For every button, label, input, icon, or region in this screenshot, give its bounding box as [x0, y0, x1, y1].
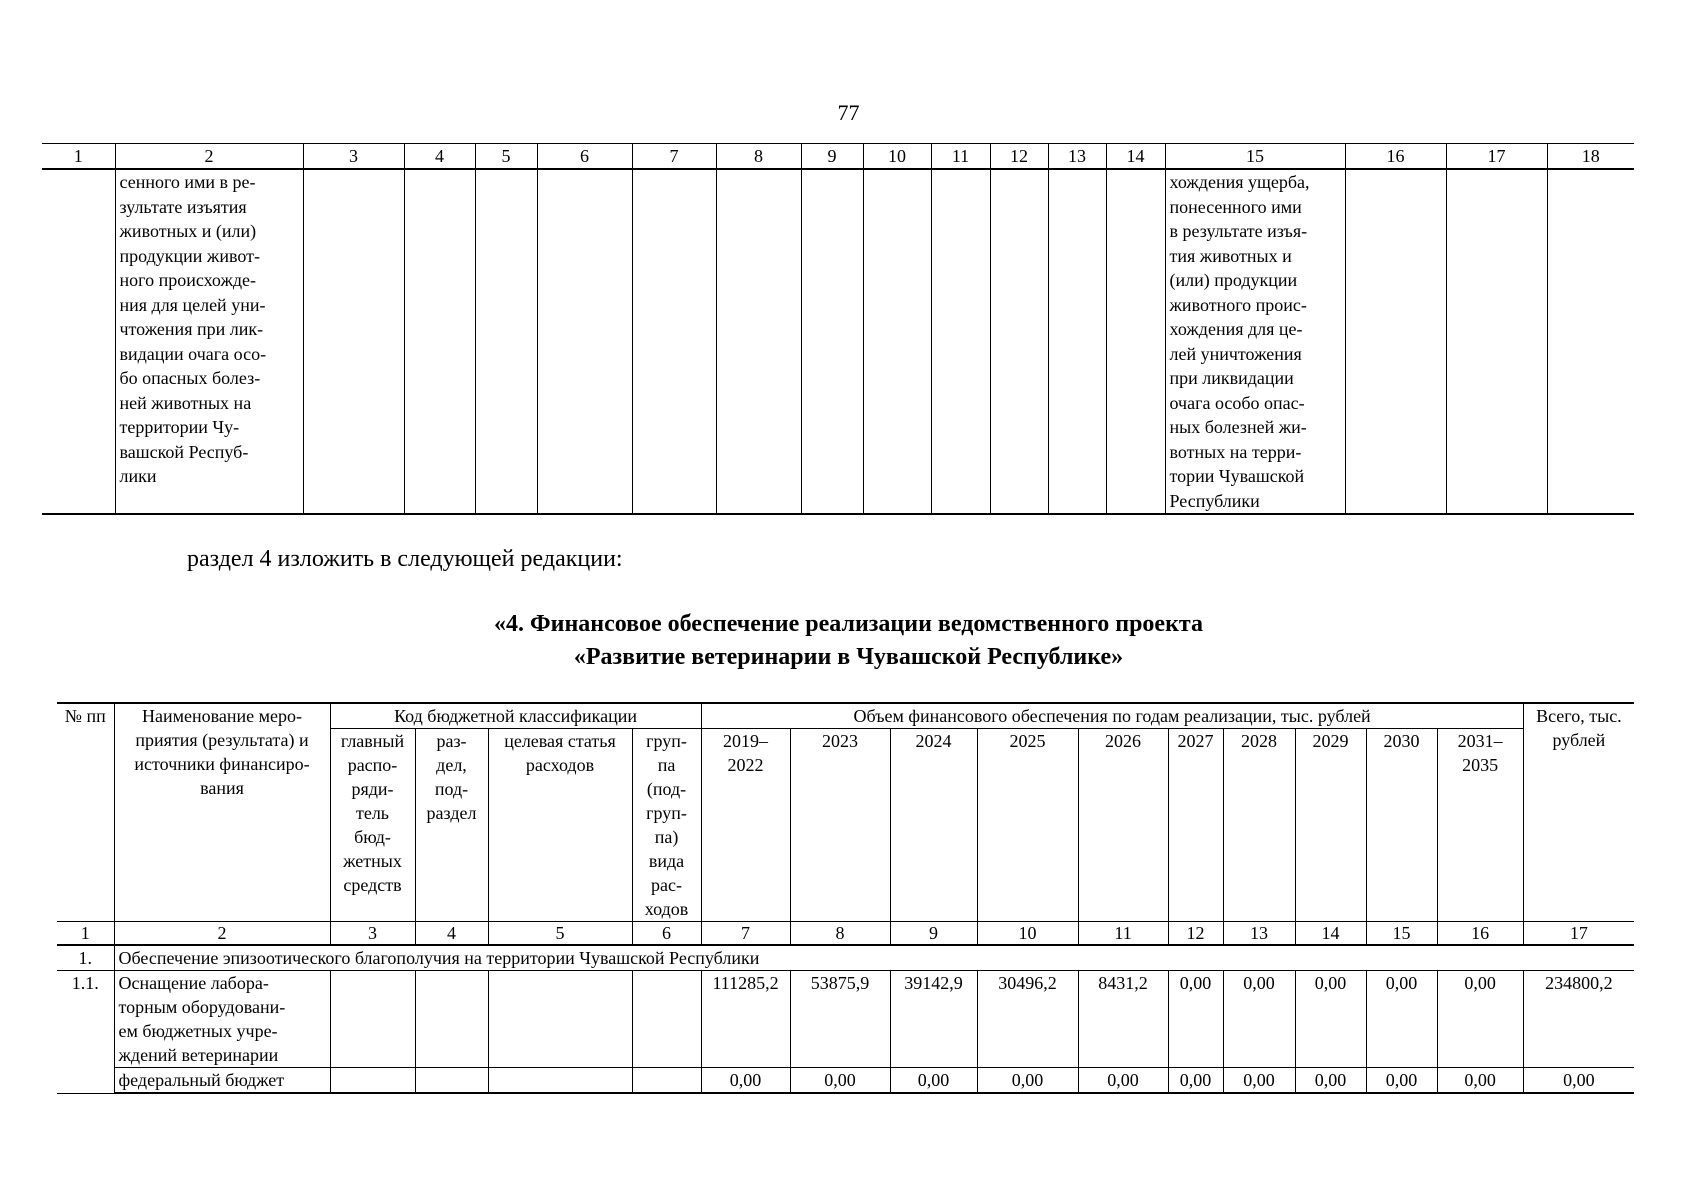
value-cell: 39142,9 — [890, 971, 977, 1068]
total-cell: 0,00 — [1523, 1068, 1634, 1094]
col-num: 15 — [1366, 922, 1437, 946]
col-num: 11 — [1078, 922, 1168, 946]
value-cell: 0,00 — [890, 1068, 977, 1094]
col-num: 15 — [1165, 144, 1345, 170]
col-num: 16 — [1437, 922, 1523, 946]
header-csr: целевая статья расходов — [488, 729, 632, 922]
col-num: 5 — [475, 144, 537, 170]
header-total: Всего, тыс. рублей — [1523, 703, 1634, 922]
value-cell: 0,00 — [1295, 1068, 1366, 1094]
col-num: 14 — [1295, 922, 1366, 946]
value-cell: 111285,2 — [701, 971, 790, 1068]
value-cell: 0,00 — [1168, 971, 1223, 1068]
section-title: Обеспечение эпизоотического благополучия на территории Чувашской Республики — [114, 945, 1634, 971]
col-num: 4 — [404, 144, 475, 170]
value-cell: 0,00 — [1168, 1068, 1223, 1094]
header-row-1 — [57, 703, 1634, 729]
col-num: 9 — [890, 922, 977, 946]
value-cell: 0,00 — [1366, 1068, 1437, 1094]
header-year: 2029 — [1295, 729, 1366, 922]
table-row — [57, 971, 1634, 1068]
column-numbers-row — [57, 922, 1634, 946]
header-num: № пп — [57, 703, 114, 922]
col-num: 10 — [977, 922, 1078, 946]
header-year: 2030 — [1366, 729, 1437, 922]
col-num: 13 — [1223, 922, 1295, 946]
col-num: 9 — [801, 144, 863, 170]
value-cell: 0,00 — [1295, 971, 1366, 1068]
header-year: 2028 — [1223, 729, 1295, 922]
heading-line-2: «Развитие ветеринарии в Чувашской Республике» — [573, 644, 1124, 670]
value-cell: 0,00 — [1437, 1068, 1523, 1094]
value-cell: 0,00 — [790, 1068, 890, 1094]
header-year: 2026 — [1078, 729, 1168, 922]
row-num: 1.1. — [57, 971, 114, 1094]
col-num: 1 — [42, 144, 115, 170]
value-cell: 53875,9 — [790, 971, 890, 1068]
section-row — [57, 945, 1634, 971]
col-num: 13 — [1048, 144, 1106, 170]
col-num: 8 — [790, 922, 890, 946]
section-heading — [0, 608, 1697, 674]
intro-text: раздел 4 изложить в следующей редакции: — [187, 546, 623, 572]
header-volume: Объем финансового обеспечения по годам реализации, тыс. рублей — [701, 703, 1523, 729]
header-vr: груп- па (под- груп- па) вида рас- ходов — [632, 729, 701, 922]
header-year: 2024 — [890, 729, 977, 922]
col-num: 1 — [57, 922, 114, 946]
col-num: 3 — [330, 922, 415, 946]
col-num: 17 — [1523, 922, 1634, 946]
col-num: 2 — [115, 144, 303, 170]
value-cell: 0,00 — [701, 1068, 790, 1094]
col-num: 7 — [701, 922, 790, 946]
header-name: Наименование меро- приятия (результата) и источники финансиро- вания — [114, 703, 330, 922]
financing-table — [57, 702, 1634, 1094]
col-num: 4 — [415, 922, 488, 946]
continuation-table — [42, 143, 1634, 515]
col-num: 6 — [632, 922, 701, 946]
col-num: 11 — [931, 144, 990, 170]
row-name: федеральный бюджет — [114, 1068, 330, 1094]
col-num: 7 — [632, 144, 716, 170]
value-cell: 30496,2 — [977, 971, 1078, 1068]
measure-text: сенного ими в ре- зультате изъятия животных и (или) продукции живот- ного происхожде- ния для целей уни- чтожения при лик- видации очага осо- бо опасных болез- ней животных на территории Чу- вашской Респуб- лики — [115, 169, 303, 514]
header-year: 2025 — [977, 729, 1078, 922]
section-num: 1. — [57, 945, 114, 971]
header-year: 2027 — [1168, 729, 1223, 922]
value-cell: 8431,2 — [1078, 971, 1168, 1068]
col-num: 12 — [1168, 922, 1223, 946]
header-budget-code: Код бюджетной классификации — [330, 703, 701, 729]
page-number: 77 — [837, 100, 860, 125]
header-year: 2023 — [790, 729, 890, 922]
value-cell: 0,00 — [1223, 971, 1295, 1068]
header-year: 2031– 2035 — [1437, 729, 1523, 922]
value-cell: 0,00 — [1366, 971, 1437, 1068]
col-num: 8 — [716, 144, 801, 170]
header-grbs: главный распо- ряди- тель бюд- жетных средств — [330, 729, 415, 922]
col-num: 2 — [114, 922, 330, 946]
total-cell: 234800,2 — [1523, 971, 1634, 1068]
col-num: 14 — [1106, 144, 1165, 170]
col-num: 10 — [863, 144, 931, 170]
col-num: 3 — [303, 144, 404, 170]
value-cell: 0,00 — [1223, 1068, 1295, 1094]
value-cell: 0,00 — [977, 1068, 1078, 1094]
header-year: 2019– 2022 — [701, 729, 790, 922]
value-cell: 0,00 — [1078, 1068, 1168, 1094]
col-num: 6 — [537, 144, 632, 170]
result-text: хождения ущерба, понесенного ими в результате изъя- тия животных и (или) продукции животного проис- хождения для це- лей уничтожения при ликвидации очага особо опас- ных болезней жи- вотных на терри- тории Чувашской Республики — [1165, 169, 1345, 514]
table-row — [42, 169, 1634, 514]
col-num: 18 — [1547, 144, 1634, 170]
table-header-row — [42, 144, 1634, 170]
header-rzpr: раз- дел, под- раздел — [415, 729, 488, 922]
table-row — [57, 1068, 1634, 1094]
col-num: 12 — [990, 144, 1048, 170]
col-num: 5 — [488, 922, 632, 946]
heading-line-1: «4. Финансовое обеспечение реализации ведомственного проекта — [494, 611, 1203, 637]
col-num: 16 — [1345, 144, 1446, 170]
row-name: Оснащение лабора- торным оборудовани- ем бюджетных учре- ждений ветеринарии — [114, 971, 330, 1068]
col-num: 17 — [1446, 144, 1547, 170]
value-cell: 0,00 — [1437, 971, 1523, 1068]
